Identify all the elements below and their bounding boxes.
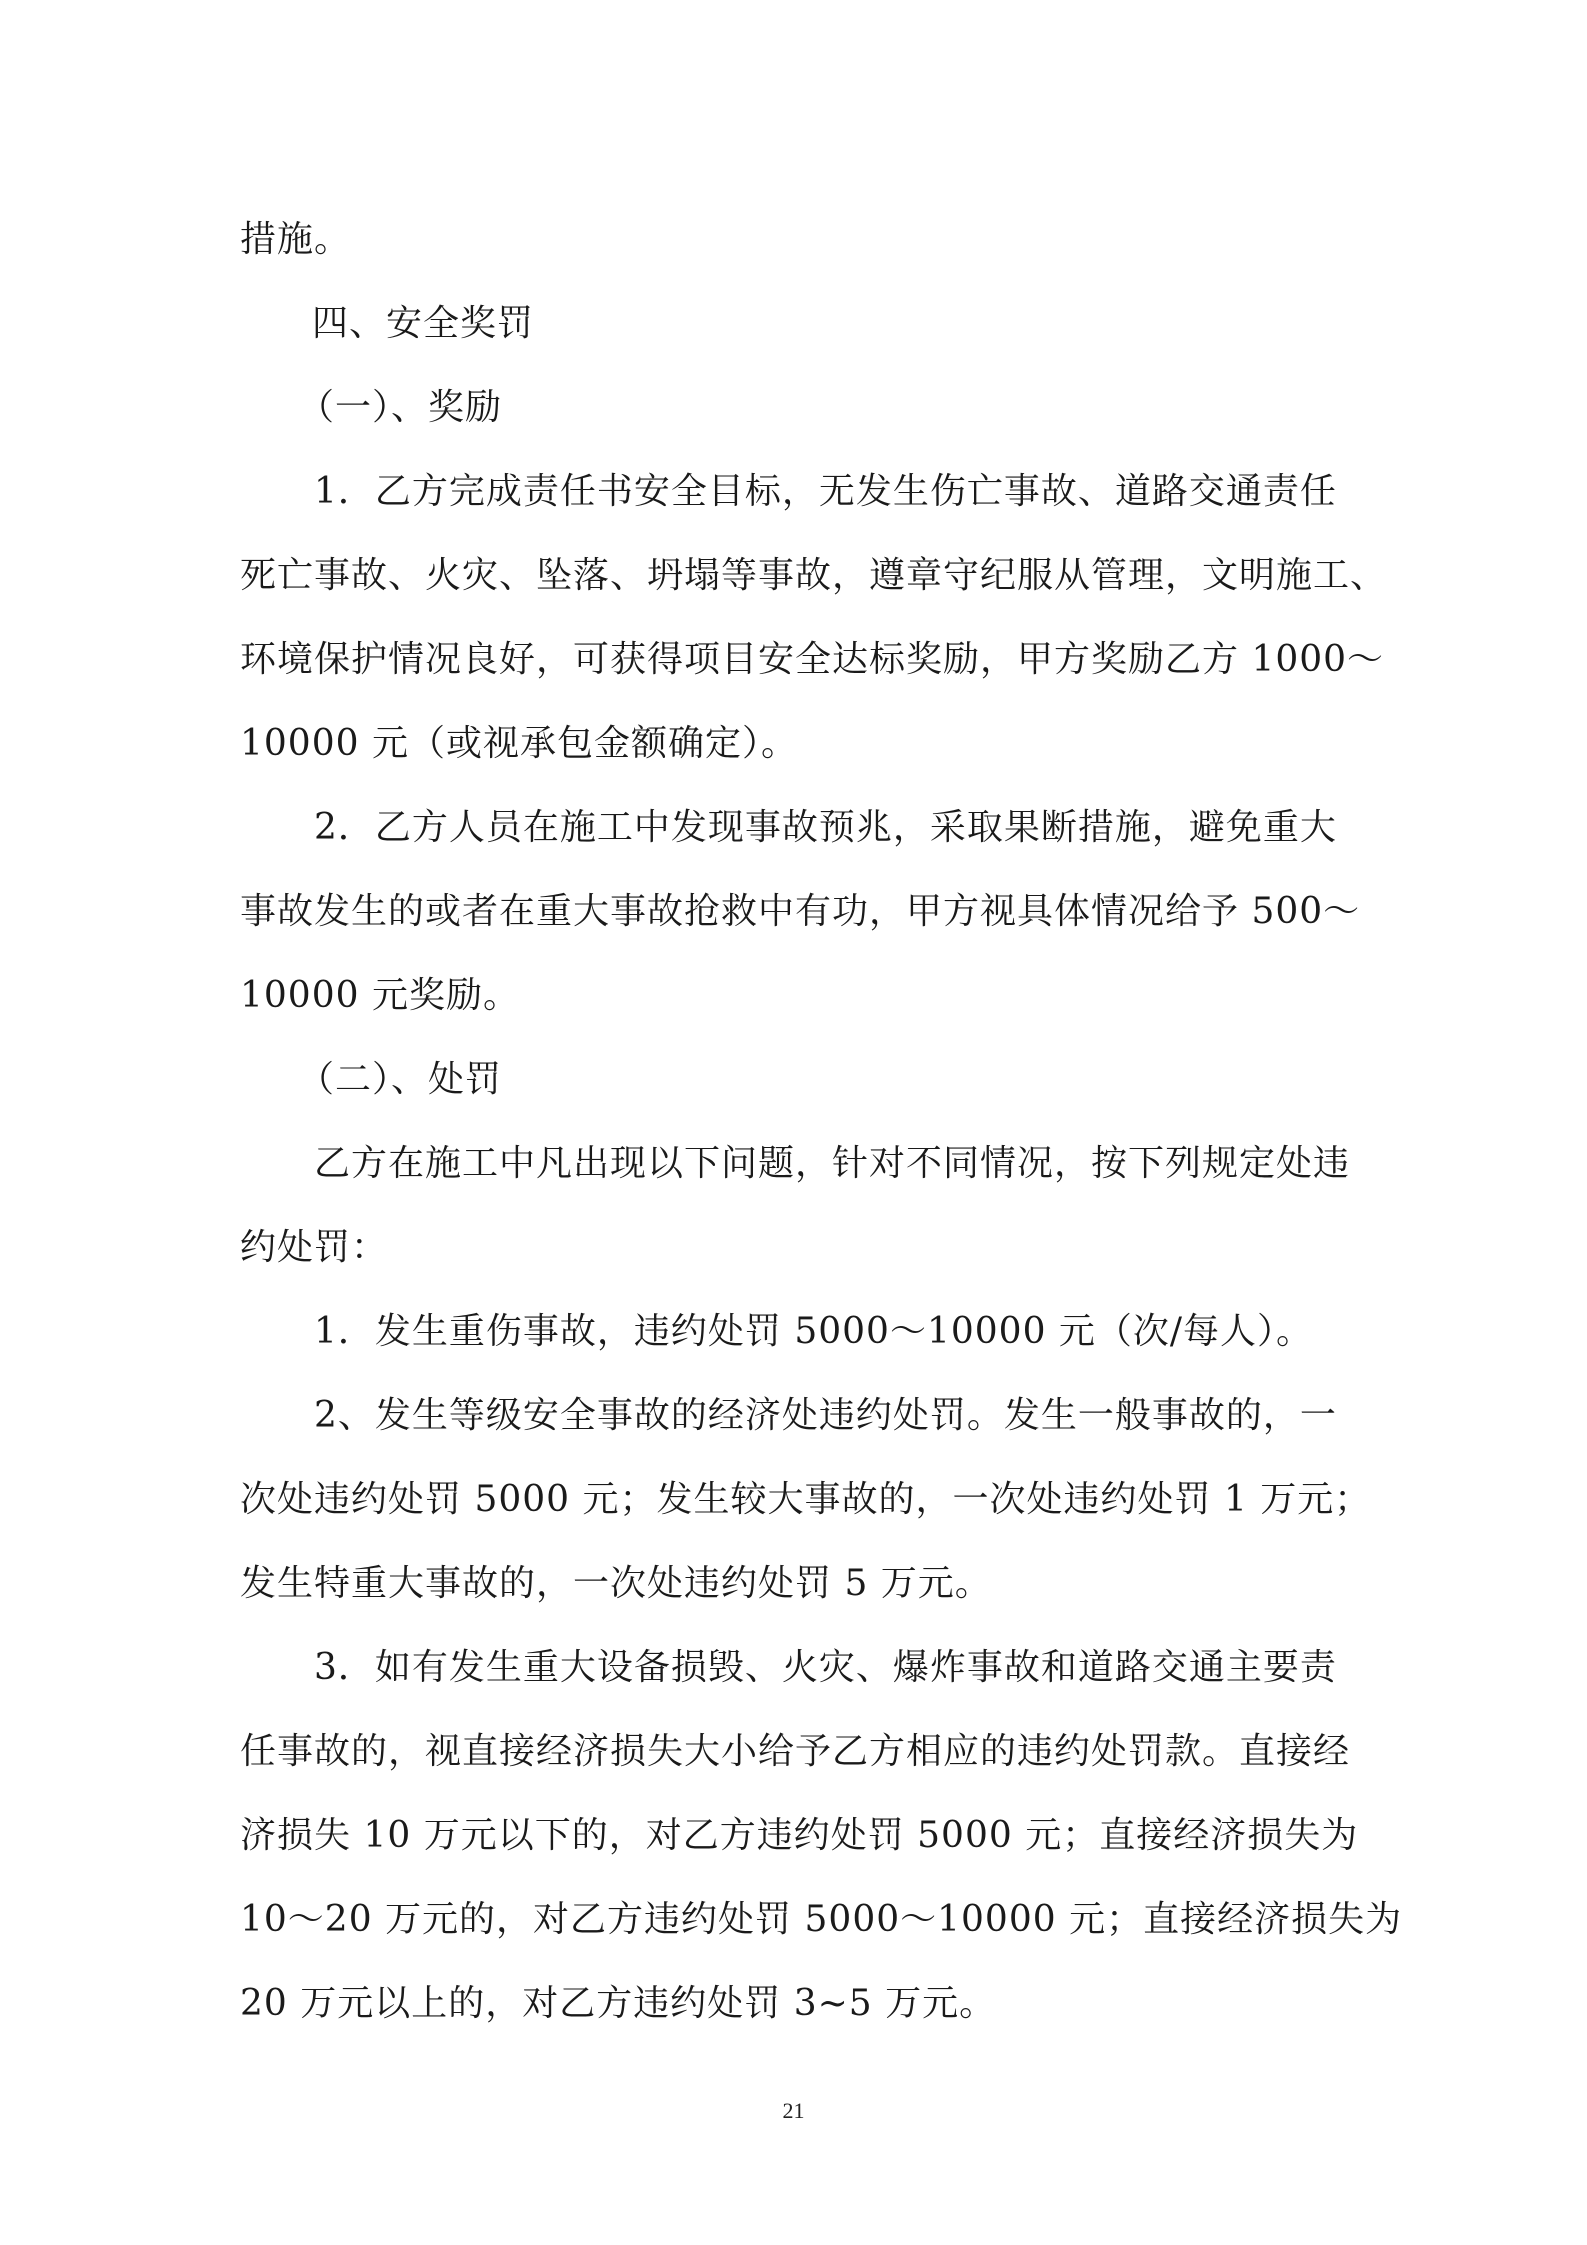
page-number: 21 bbox=[782, 2098, 805, 2123]
text-line: 约处罚： bbox=[240, 1227, 389, 1268]
text-line: 环境保护情况良好，可获得项目安全达标奖励，甲方奖励乙方 1000～ bbox=[240, 639, 1385, 680]
text-line: 济损失 10 万元以下的，对乙方违约处罚 5000 元；直接经济损失为 bbox=[240, 1815, 1359, 1856]
paragraph-continuation bbox=[240, 198, 1355, 282]
body-text bbox=[240, 198, 1403, 2046]
text-line: 事故发生的或者在重大事故抢救中有功，甲方视具体情况给予 500～ bbox=[240, 891, 1361, 932]
reward-item-1 bbox=[240, 450, 1388, 786]
section-heading-safety-rewards-penalties bbox=[240, 282, 1355, 366]
reward-item-2 bbox=[240, 786, 1361, 1038]
subsection-heading-penalties bbox=[240, 1038, 1355, 1122]
text-line: 20 万元以上的，对乙方违约处罚 3~5 万元。 bbox=[240, 1983, 997, 2024]
text-line: （二）、处罚 bbox=[298, 1059, 503, 1100]
text-line: 10000 元（或视承包金额确定）。 bbox=[240, 723, 798, 764]
text-line: 10～20 万元的，对乙方违约处罚 5000～10000 元；直接经济损失为 bbox=[240, 1899, 1403, 1940]
text-line: 次处违约处罚 5000 元；发生较大事故的，一次处违约处罚 1 万元； bbox=[240, 1479, 1372, 1520]
text-line: 四、安全奖罚 bbox=[312, 303, 535, 344]
penalty-item-3 bbox=[240, 1626, 1403, 2046]
penalty-item-2 bbox=[240, 1374, 1372, 1626]
text-line: 2．乙方人员在施工中发现事故预兆，采取果断措施，避免重大 bbox=[314, 807, 1337, 848]
text-line: 10000 元奖励。 bbox=[240, 975, 520, 1016]
text-line: 任事故的，视直接经济损失大小给予乙方相应的违约处罚款。直接经 bbox=[240, 1731, 1351, 1772]
text-line: 1．发生重伤事故，违约处罚 5000～10000 元（次/每人）。 bbox=[314, 1311, 1314, 1352]
text-line: 2、发生等级安全事故的经济处违约处罚。发生一般事故的，一 bbox=[314, 1395, 1337, 1436]
penalty-item-1 bbox=[240, 1290, 1355, 1374]
penalty-intro bbox=[240, 1122, 1355, 1290]
subsection-heading-rewards bbox=[240, 366, 1355, 450]
text-line: 乙方在施工中凡出现以下问题，针对不同情况，按下列规定处违 bbox=[314, 1143, 1351, 1184]
text-line: 措施。 bbox=[240, 219, 352, 260]
text-line: 死亡事故、火灾、坠落、坍塌等事故，遵章守纪服从管理，文明施工、 bbox=[240, 555, 1388, 596]
text-line: 3．如有发生重大设备损毁、火灾、爆炸事故和道路交通主要责 bbox=[314, 1647, 1337, 1688]
text-line: 发生特重大事故的，一次处违约处罚 5 万元。 bbox=[240, 1563, 992, 1604]
text-line: 1．乙方完成责任书安全目标，无发生伤亡事故、道路交通责任 bbox=[314, 471, 1337, 512]
text-line: （一）、奖励 bbox=[298, 387, 503, 428]
